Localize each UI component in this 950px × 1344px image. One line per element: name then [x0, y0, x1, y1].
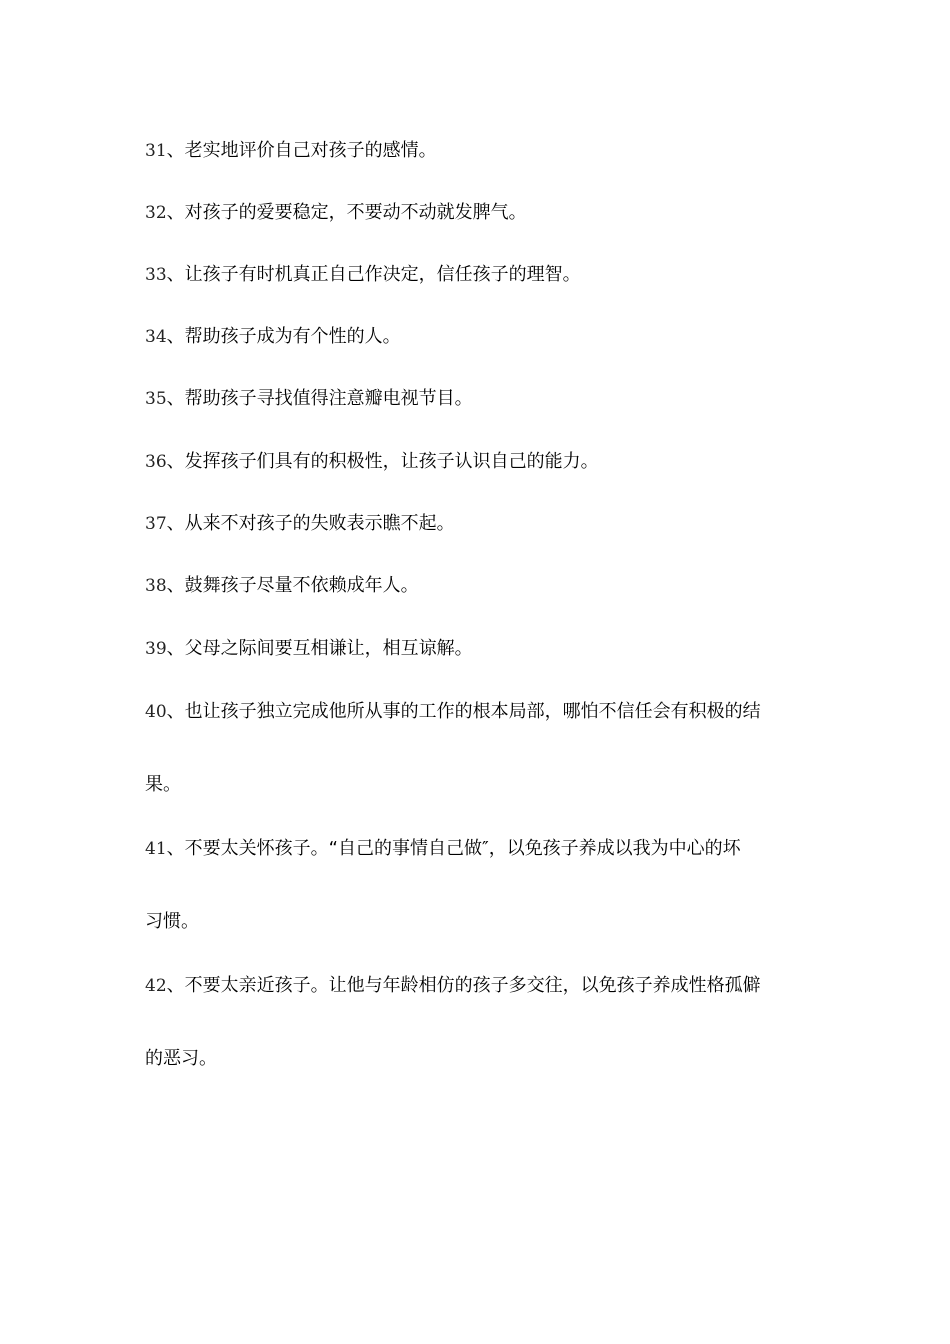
list-item — [145, 634, 805, 664]
item-separator: 、 — [166, 202, 185, 223]
list-item — [145, 697, 805, 800]
item-number: 38 — [145, 576, 167, 596]
item-line-1 — [145, 971, 805, 1001]
item-line-2: 的恶习。 — [145, 1048, 217, 1069]
item-number: 42 — [145, 976, 167, 996]
item-separator: 、 — [166, 701, 185, 722]
item-number: 34 — [145, 327, 167, 347]
item-separator: 、 — [166, 140, 185, 161]
item-text: 不要太亲近孩子。让他与年龄相仿的孩子多交往，以免孩子养成性格孤僻 — [184, 975, 761, 996]
item-text: 对孩子的爱要稳定，不要动不动就发脾气。 — [184, 202, 527, 223]
item-line-1 — [145, 697, 805, 727]
item-text: 不要太关怀孩子。“自己的事情自己做″，以免孩子养成以我为中心的坏 — [184, 838, 741, 859]
item-text: 发挥孩子们具有的积极性，让孩子认识自己的能力。 — [184, 451, 599, 472]
item-number: 32 — [145, 203, 167, 223]
item-line-2: 习惯。 — [145, 911, 199, 932]
item-number: 39 — [145, 639, 167, 659]
item-text: 从来不对孩子的失败表示瞧不起。 — [184, 513, 455, 534]
item-separator: 、 — [166, 513, 185, 534]
item-number: 35 — [145, 389, 167, 409]
item-number: 36 — [145, 452, 167, 472]
item-separator: 、 — [166, 838, 185, 859]
item-number: 40 — [145, 702, 167, 722]
item-number: 33 — [145, 265, 167, 285]
list-item — [145, 509, 805, 539]
item-separator: 、 — [166, 451, 185, 472]
list-item — [145, 136, 805, 166]
item-text: 父母之际间要互相谦让，相互谅解。 — [184, 638, 473, 659]
item-number: 31 — [145, 141, 167, 161]
item-line-1 — [145, 834, 805, 864]
item-text: 帮助孩子寻找值得注意瓣电视节目。 — [184, 388, 473, 409]
list-item — [145, 447, 805, 477]
item-separator: 、 — [166, 264, 185, 285]
item-text: 鼓舞孩子尽量不依赖成年人。 — [184, 575, 419, 596]
item-separator: 、 — [166, 326, 185, 347]
item-number: 41 — [145, 839, 167, 859]
list-item — [145, 198, 805, 228]
list-item — [145, 384, 805, 414]
item-separator: 、 — [166, 388, 185, 409]
item-text: 老实地评价自己对孩子的感情。 — [184, 140, 437, 161]
item-text: 也让孩子独立完成他所从事的工作的根本局部，哪怕不信任会有积极的结 — [184, 701, 761, 722]
list-item — [145, 260, 805, 290]
item-separator: 、 — [166, 575, 185, 596]
item-separator: 、 — [166, 638, 185, 659]
item-text: 让孩子有时机真正自己作决定，信任孩子的理智。 — [184, 264, 581, 285]
list-item — [145, 322, 805, 352]
item-line-2: 果。 — [145, 774, 181, 795]
item-number: 37 — [145, 514, 167, 534]
list-item — [145, 971, 805, 1074]
item-text: 帮助孩子成为有个性的人。 — [184, 326, 401, 347]
item-separator: 、 — [166, 975, 185, 996]
list-item — [145, 834, 805, 937]
list-item — [145, 571, 805, 601]
